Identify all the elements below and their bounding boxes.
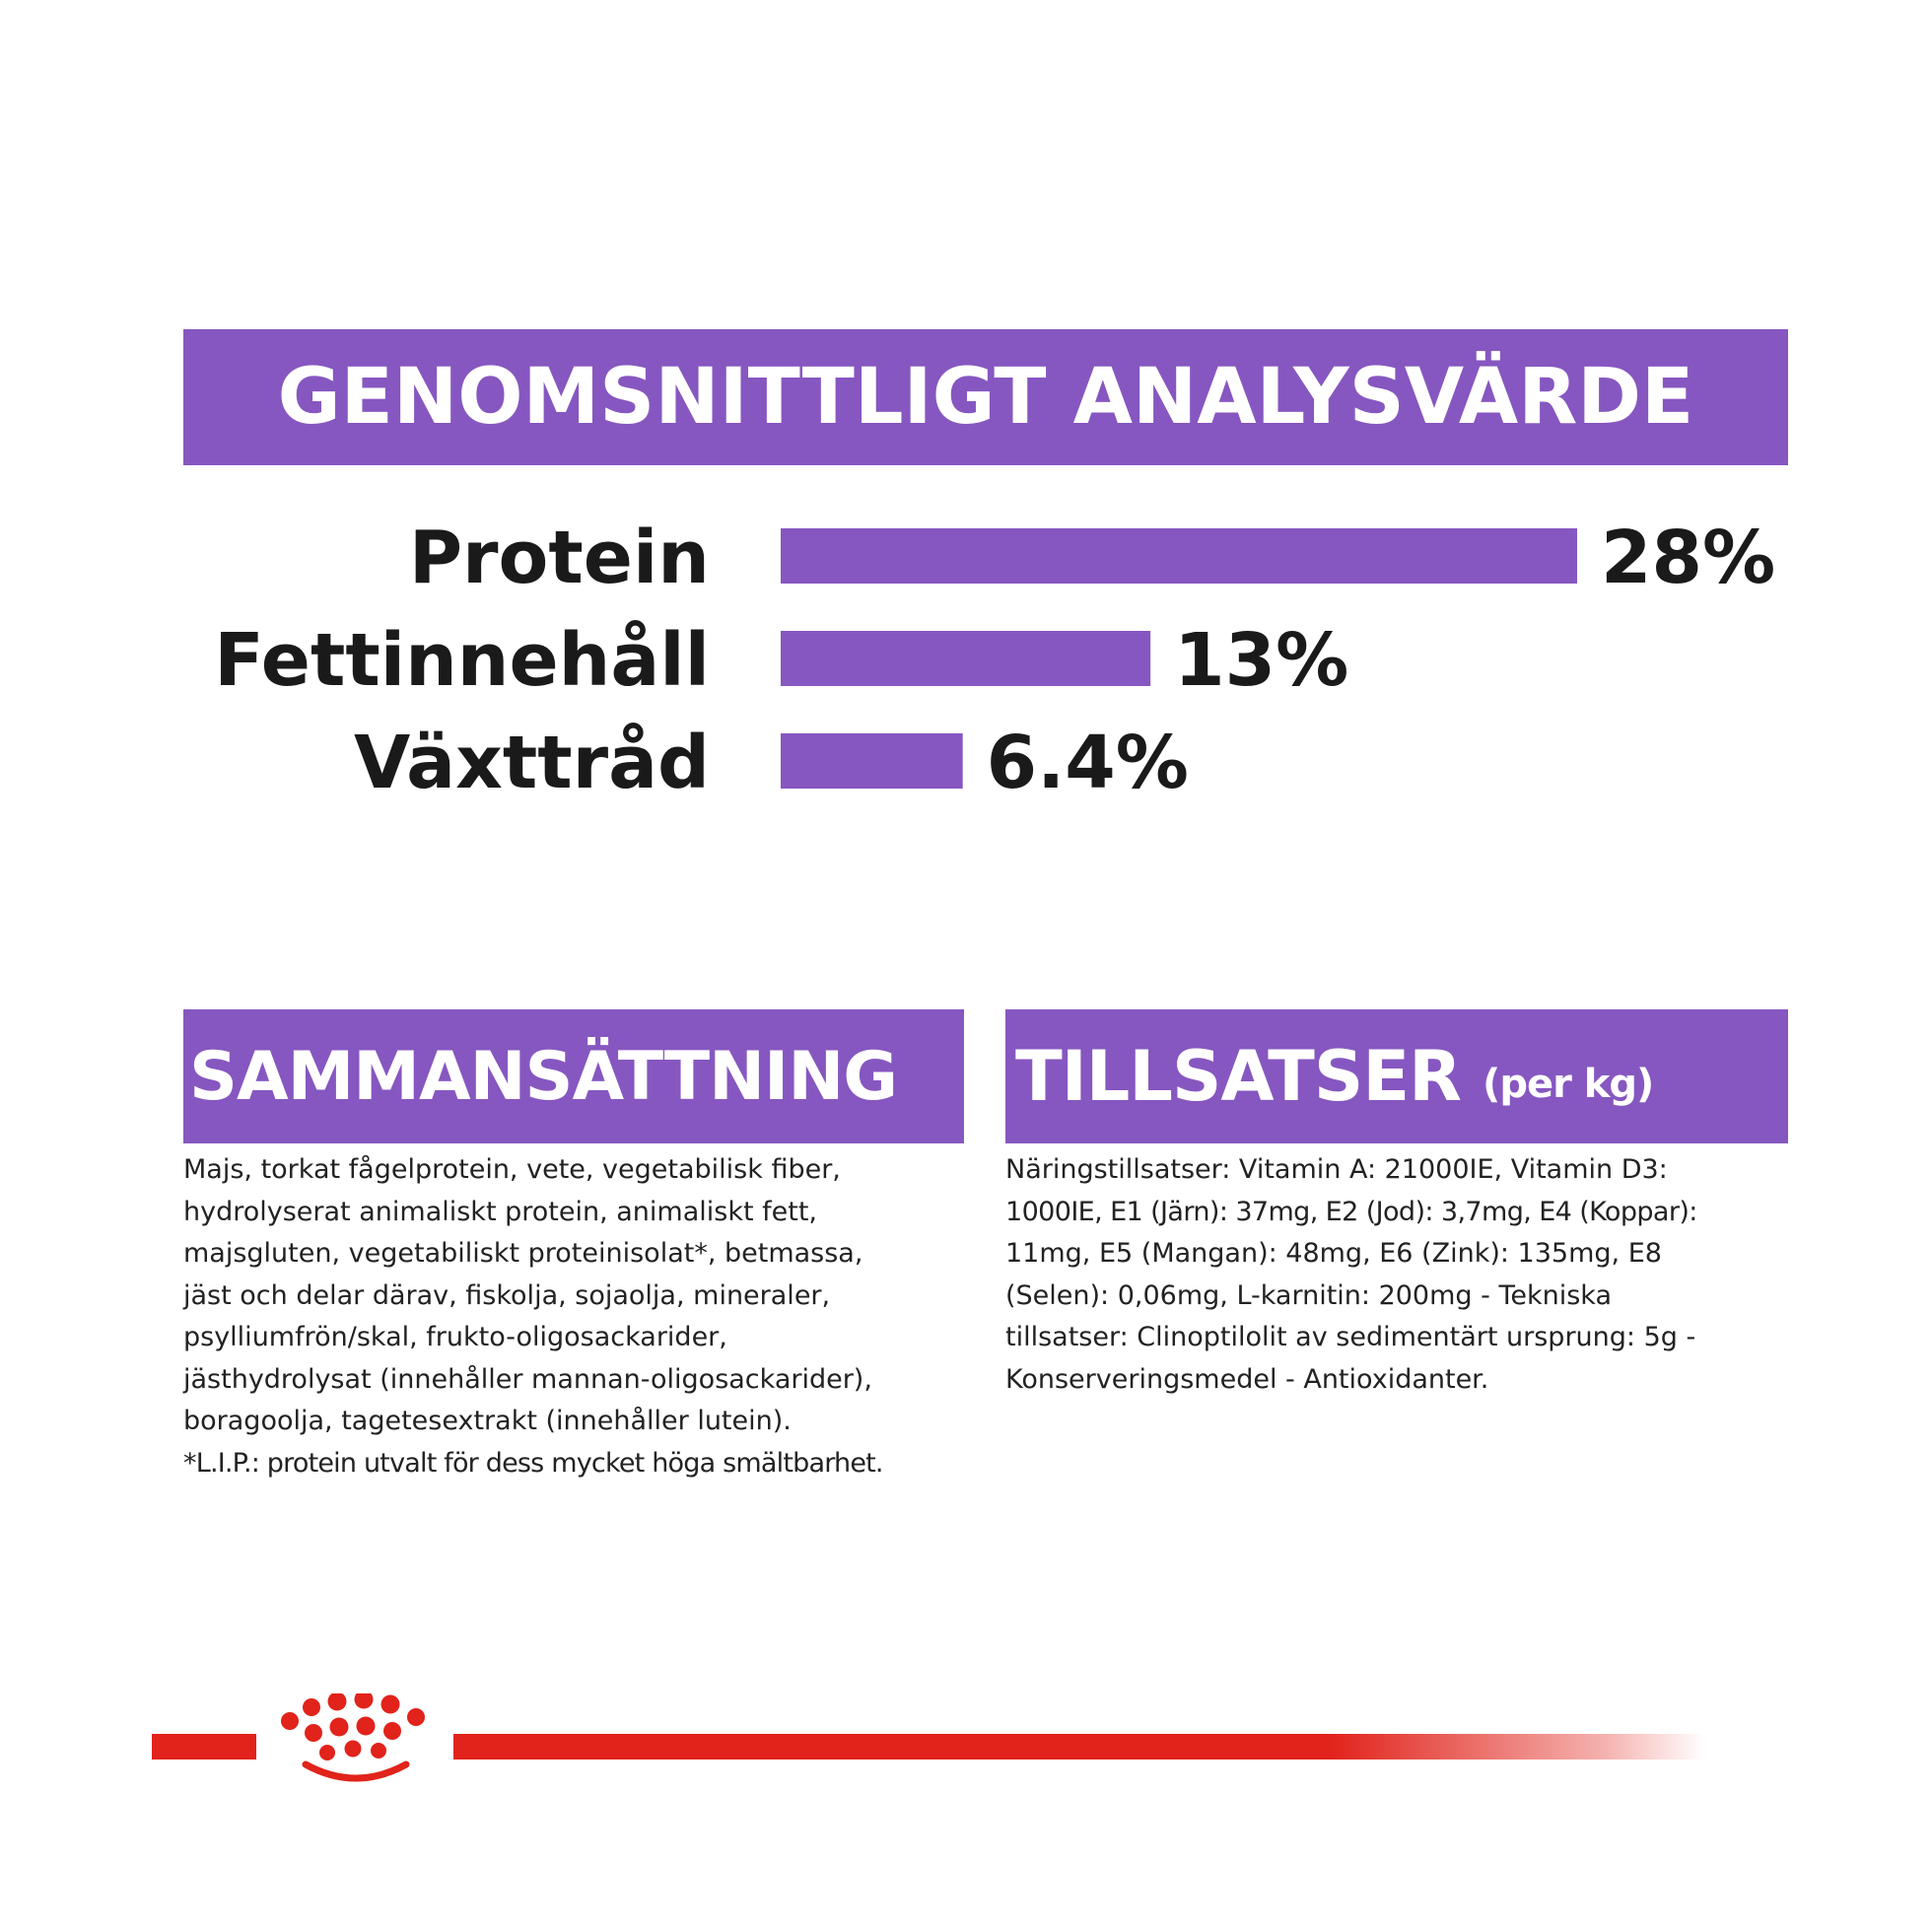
composition-line: psylliumfrön/skal, frukto-oligosackarider, (183, 1322, 727, 1352)
value-label: 6.4% (986, 721, 1189, 805)
category-label: Protein (408, 516, 710, 600)
bar (781, 733, 963, 789)
additives-line: 1000IE, E1 (Järn): 37mg, E2 (Jod): 3,7mg, E4 (Koppar): (1005, 1196, 1697, 1227)
composition-title: SAMMANSÄTTNING (189, 1037, 898, 1116)
brand-stripe-left (152, 1734, 256, 1760)
category-label: Växttråd (353, 721, 710, 805)
composition-text (183, 1149, 950, 1484)
additives-subtitle: (per kg) (1483, 1062, 1654, 1107)
additives-line: 11mg, E5 (Mangan): 48mg, E6 (Zink): 135mg, E8 (1005, 1238, 1662, 1269)
bar (781, 528, 1577, 584)
composition-line: boragoolja, tagetesextrakt (innehåller lutein). (183, 1406, 792, 1436)
analysis-bar-chart (0, 493, 1932, 828)
additives-line: Konserveringsmedel - Antioxidanter. (1005, 1363, 1489, 1395)
additives-line: tillsatser: Clinoptilolit av sedimentärt ursprung: 5g - (1005, 1322, 1696, 1352)
composition-banner (183, 1009, 964, 1143)
value-label: 28% (1601, 516, 1776, 600)
additives-banner (1005, 1009, 1788, 1143)
composition-footnote: *L.I.P.: protein utvalt för dess mycket höga smältbarhet. (183, 1447, 883, 1479)
additives-line: (Selen): 0,06mg, L-karnitin: 200mg - Tekniska (1005, 1279, 1613, 1311)
category-label: Fettinnehåll (214, 618, 710, 703)
additives-title: TILLSATSER (1015, 1036, 1462, 1117)
additives-line: Näringstillsatser: Vitamin A: 21000IE, Vitamin D3: (1005, 1154, 1668, 1185)
bar (781, 631, 1150, 686)
analysis-title-banner (183, 329, 1788, 465)
brand-stripe-right (453, 1734, 1705, 1760)
composition-line: majsgluten, vegetabiliskt proteinisolat*, betmassa, (183, 1238, 863, 1269)
composition-line: jäst och delar därav, fiskolja, sojaolja, mineraler, (183, 1279, 831, 1311)
composition-line: hydrolyserat animaliskt protein, animaliskt fett, (183, 1196, 818, 1227)
composition-line: Majs, torkat fågelprotein, vete, vegetabilisk fiber, (183, 1154, 841, 1185)
crown-icon (268, 1693, 444, 1782)
value-label: 13% (1174, 618, 1349, 703)
additives-text (1005, 1149, 1784, 1401)
composition-line: jästhydrolysat (innehåller mannan-oligosackarider), (183, 1363, 872, 1395)
analysis-title: GENOMSNITTLIGT ANALYSVÄRDE (277, 353, 1694, 442)
